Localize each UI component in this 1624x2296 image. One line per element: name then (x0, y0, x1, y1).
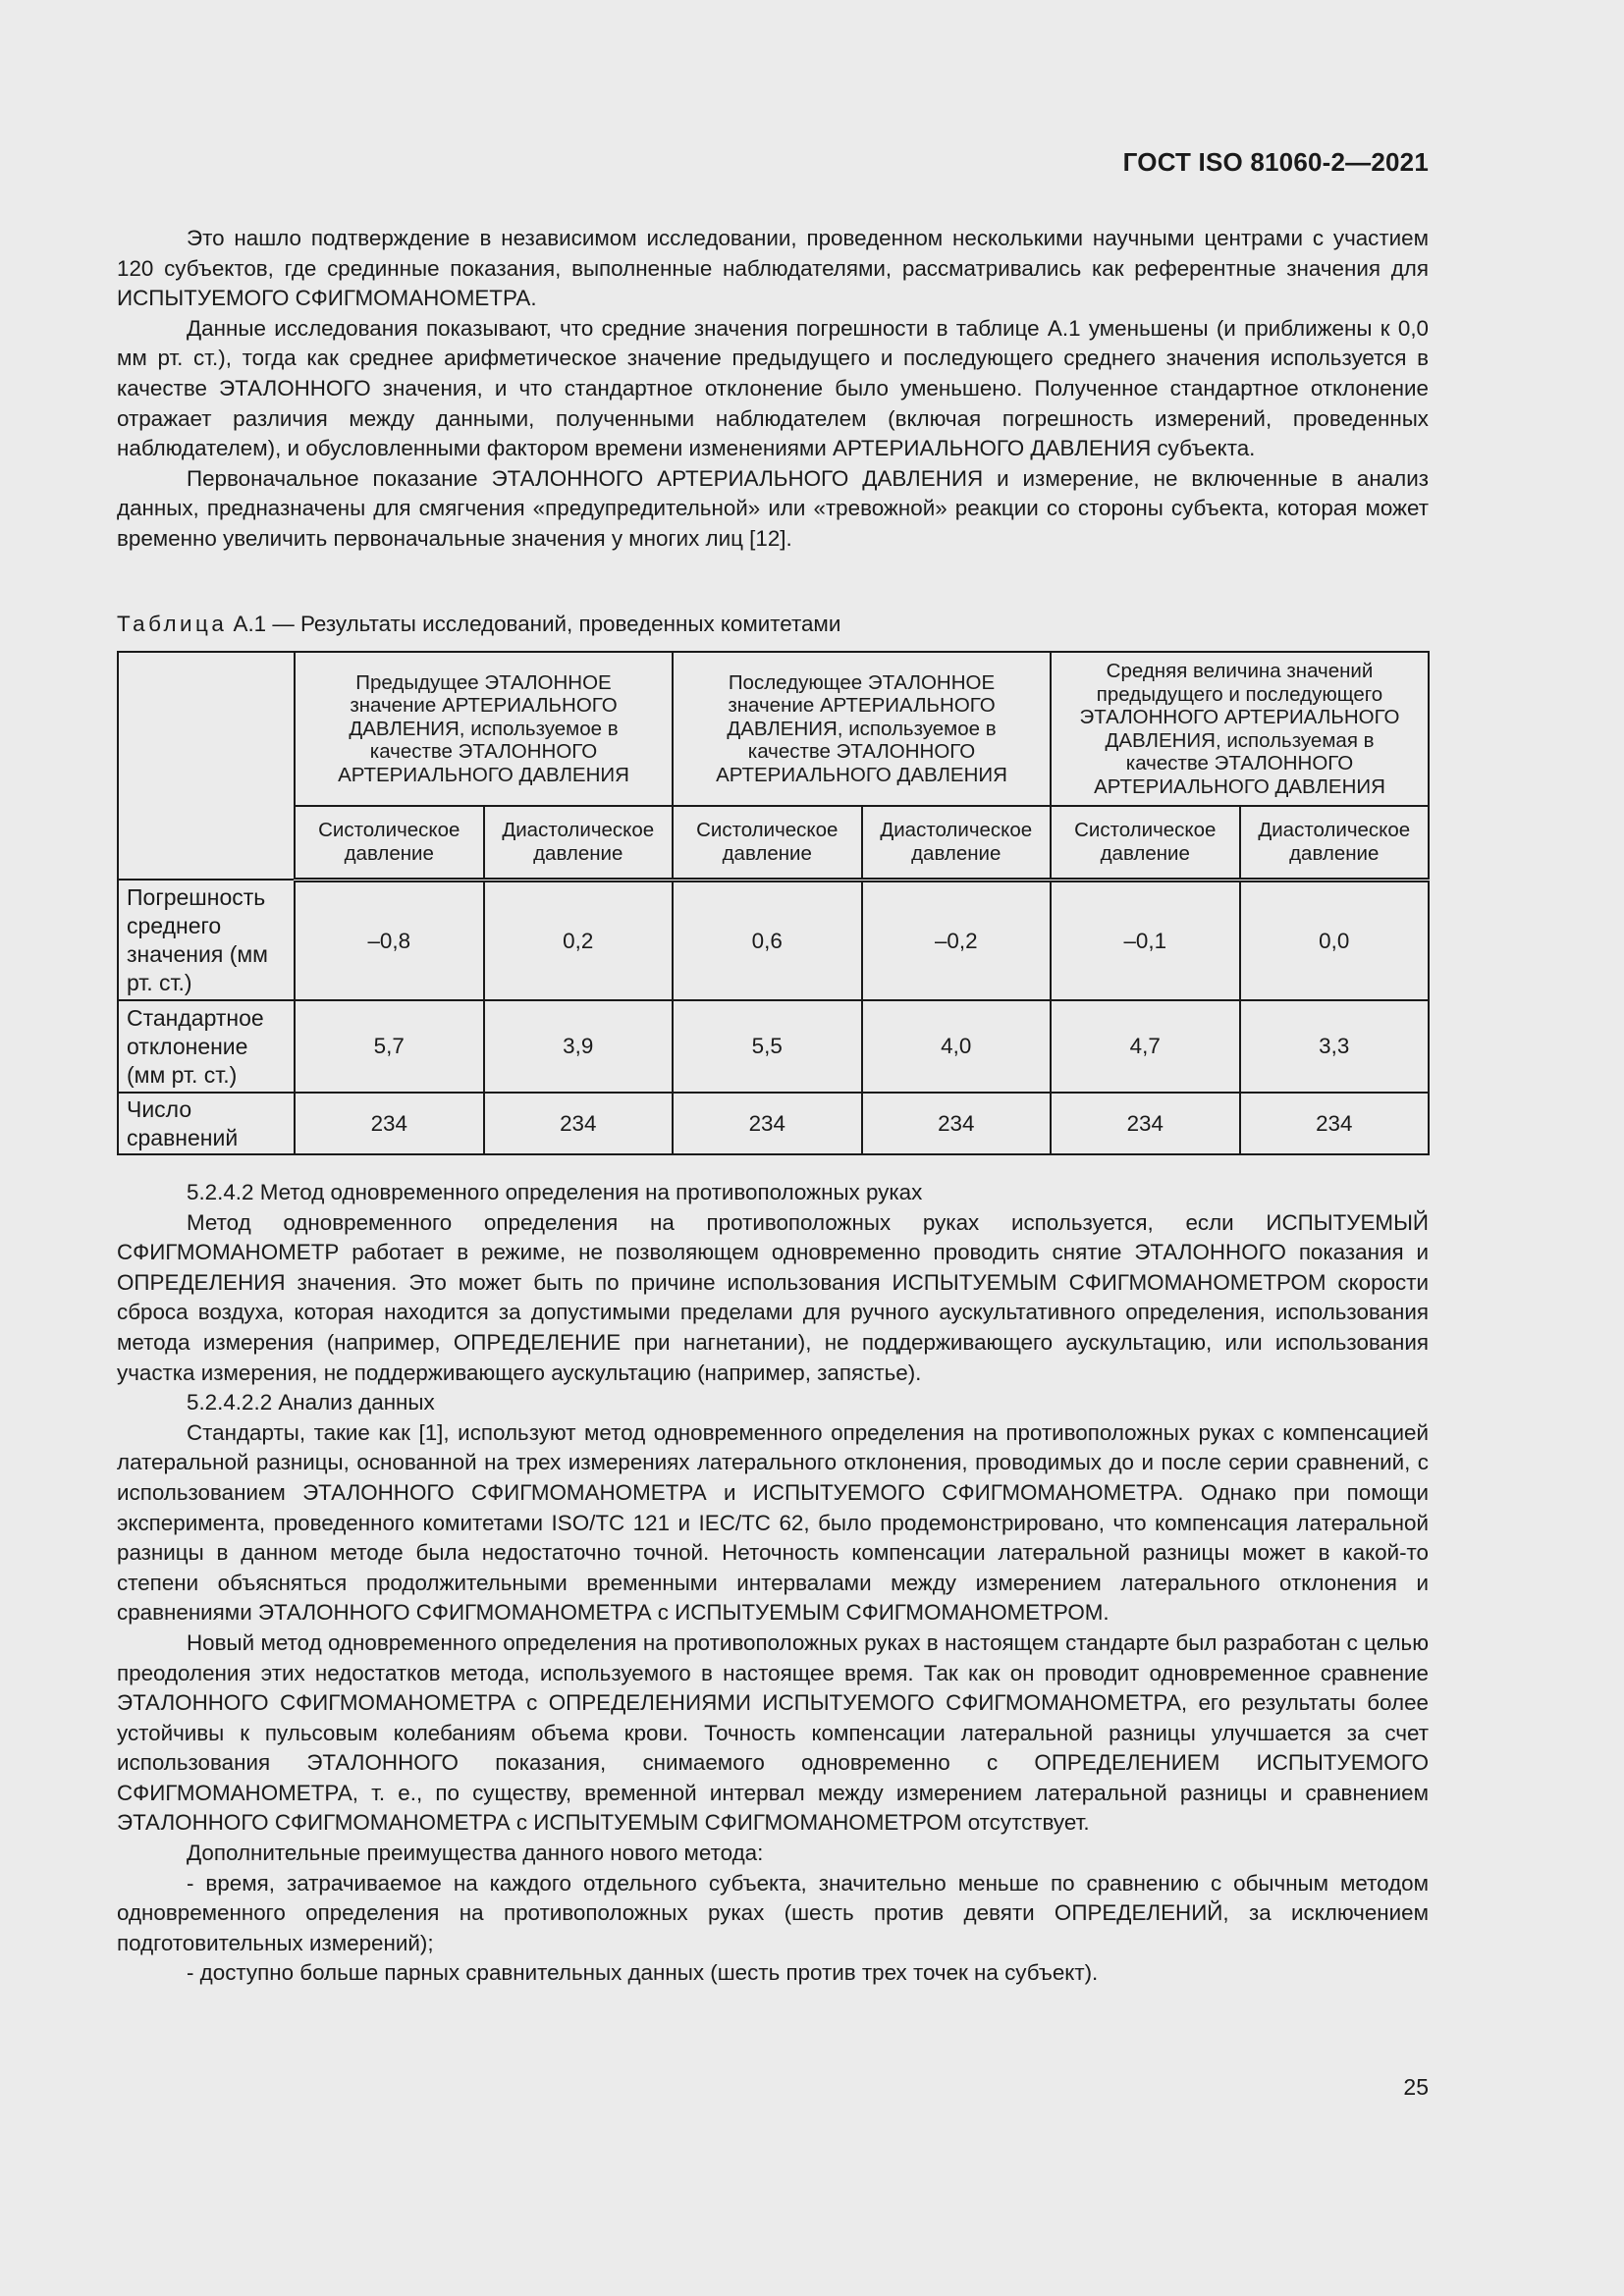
table-cell: 234 (1051, 1093, 1240, 1154)
table-cell: 4,7 (1051, 1000, 1240, 1093)
row-label: Стандартное отклонение (мм рт. ст.) (118, 1000, 295, 1093)
method-text (117, 1178, 1429, 1989)
intro-text (117, 224, 1429, 555)
table-cell: –0,1 (1051, 880, 1240, 1000)
paragraph: Данные исследования показывают, что средние значения погрешности в таблице А.1 уменьшены (и приближены к 0,0 мм рт. ст.), тогда как среднее арифметическое значение предыдущего и последующего среднего значения используется в качестве ЭТАЛОННОГО значения, и что стандартное отклонение было уменьшено. Полученное стандартное отклонение отражает различия между данными, полученными наблюдателем (включая погрешность измерений, проведенных наблюдателем), и обусловленными фактором времени изменениями АРТЕРИАЛЬНОГО ДАВЛЕНИЯ субъекта. (117, 315, 1429, 461)
table-group-header-row (118, 652, 1429, 806)
table-cell: 5,7 (295, 1000, 484, 1093)
document-page (117, 0, 1429, 2296)
table-caption (117, 610, 840, 639)
list-item: - время, затрачиваемое на каждого отдельного субъекта, значительно меньше по сравнению с обычным методом одновременного определения на противоположных руках (шесть против девяти ОПРЕДЕЛЕНИЙ, за исключением подготовительных измерений); (117, 1870, 1429, 1955)
standard-header: ГОСТ ISO 81060-2—2021 (1122, 147, 1429, 177)
table-caption-label: Таблица (117, 612, 228, 636)
page-number: 25 (1403, 2074, 1429, 2100)
paragraph: Стандарты, такие как [1], используют метод одновременного определения на противоположных руках с компенсацией латеральной разницы, основанной на трех измерениях латерального отклонения, проводимых до и после серии сравнений, с использованием ЭТАЛОННОГО СФИГМОМАНОМЕТРА и ИСПЫТУЕМОГО СФИГМОМАНОМЕТРА. Однако при помощи эксперимента, проведенного комитетами ISO/TC 121 и IEC/TC 62, было продемонстрировано, что компенсация латеральной разницы в данном методе была недостаточно точной. Неточность компенсации латеральной разницы может в какой-то степени объясняться продолжительными временными интервалами между измерением латерального отклонения и сравнениями ЭТАЛОННОГО СФИГМОМАНОМЕТРА с ИСПЫТУЕМЫМ СФИГМОМАНОМЕТРОМ. (117, 1419, 1429, 1626)
table-cell: 0,0 (1240, 880, 1430, 1000)
paragraph: Новый метод одновременного определения на противоположных руках в настоящем стандарте был разработан с целью преодоления этих недостатков метода, используемого в настоящее время. Так как он проводит одновременное сравнение ЭТАЛОННОГО СФИГМОМАНОМЕТРА с ОПРЕДЕЛЕНИЯМИ ИСПЫТУЕМОГО СФИГМОМАНОМЕТРА, его результаты более устойчивы к пульсовым колебаниям объема крови. Точность компенсации латеральной разницы улучшается за счет использования ЭТАЛОННОГО показания, снимаемого одновременно с ОПРЕДЕЛЕНИЕМ ИСПЫТУЕМОГО СФИГМОМАНОМЕТРА, т. е., по существу, временной интервал между измерением латеральной разницы и сравнением ЭТАЛОННОГО СФИГМОМАНОМЕТРА с ИСПЫТУЕМЫМ СФИГМОМАНОМЕТРОМ отсутствует. (117, 1629, 1429, 1836)
table-cell: –0,8 (295, 880, 484, 1000)
table-subheader-row (118, 806, 1429, 880)
table-row (118, 1093, 1429, 1154)
table-cell: 234 (1240, 1093, 1430, 1154)
group-header-average: Средняя величина значений предыдущего и последующего ЭТАЛОННОГО АРТЕРИАЛЬНОГО ДАВЛЕНИЯ, используемая в качестве ЭТАЛОННОГО АРТЕРИАЛЬНОГО ДАВЛЕНИЯ (1051, 652, 1429, 806)
table-cell: 3,3 (1240, 1000, 1430, 1093)
subheader-cell: Систолическое давление (1051, 806, 1240, 880)
group-header-previous: Предыдущее ЭТАЛОННОЕ значение АРТЕРИАЛЬНОГО ДАВЛЕНИЯ, используемое в качестве ЭТАЛОННОГО АРТЕРИАЛЬНОГО ДАВЛЕНИЯ (295, 652, 673, 806)
row-label: Число сравнений (118, 1093, 295, 1154)
subheader-cell: Систолическое давление (295, 806, 484, 880)
section-heading: 5.2.4.2.2 Анализ данных (187, 1390, 435, 1415)
paragraph: Дополнительные преимущества данного нового метода: (187, 1841, 764, 1866)
paragraph: Метод одновременного определения на противоположных руках используется, если ИСПЫТУЕМЫЙ СФИГМОМАНОМЕТР работает в режиме, не позволяющем одновременно проводить снятие ЭТАЛОННОГО показания и ОПРЕДЕЛЕНИЯ значения. Это может быть по причине использования ИСПЫТУЕМЫМ СФИГМОМАНОМЕТРОМ скорости сброса воздуха, которая находится за допустимыми пределами для ручного аускультативного определения, использования метода измерения (например, ОПРЕДЕЛЕНИЕ при нагнетании), не поддерживающего аускультацию, или использования участка измерения, не поддерживающего аускультацию (например, запястье). (117, 1209, 1429, 1385)
subheader-cell: Диастолическое давление (862, 806, 1052, 880)
subheader-cell: Диастолическое давление (484, 806, 674, 880)
table-cell: 4,0 (862, 1000, 1052, 1093)
table-cell: 234 (484, 1093, 674, 1154)
table-cell: 0,6 (673, 880, 862, 1000)
paragraph: Первоначальное показание ЭТАЛОННОГО АРТЕРИАЛЬНОГО ДАВЛЕНИЯ и измерение, не включенные в анализ данных, предназначены для смягчения «предупредительной» или «тревожной» реакции со стороны субъекта, которая может временно увеличить первоначальные значения у многих лиц [12]. (117, 465, 1429, 551)
table-corner-cell (118, 652, 295, 880)
table-cell: 3,9 (484, 1000, 674, 1093)
table-cell: 234 (295, 1093, 484, 1154)
table-cell: –0,2 (862, 880, 1052, 1000)
group-header-subsequent: Последующее ЭТАЛОННОЕ значение АРТЕРИАЛЬНОГО ДАВЛЕНИЯ, используемое в качестве ЭТАЛОННОГО АРТЕРИАЛЬНОГО ДАВЛЕНИЯ (673, 652, 1051, 806)
table-row (118, 1000, 1429, 1093)
table-cell: 0,2 (484, 880, 674, 1000)
list-item: - доступно больше парных сравнительных данных (шесть против трех точек на субъект). (187, 1960, 1099, 1986)
table-caption-text: А.1 — Результаты исследований, проведенных комитетами (233, 612, 841, 636)
paragraph: Это нашло подтверждение в независимом исследовании, проведенном несколькими научными центрами с участием 120 субъектов, где срединные показания, выполненные наблюдателями, рассматривались как референтные значения для ИСПЫТУЕМОГО СФИГМОМАНОМЕТРА. (117, 226, 1429, 311)
subheader-cell: Диастолическое давление (1240, 806, 1430, 880)
results-table (117, 651, 1430, 1155)
table-cell: 5,5 (673, 1000, 862, 1093)
table-cell: 234 (673, 1093, 862, 1154)
row-label: Погрешность среднего значения (мм рт. ст.) (118, 880, 295, 1000)
table-row (118, 880, 1429, 1000)
section-heading: 5.2.4.2 Метод одновременного определения на противоположных руках (187, 1180, 923, 1204)
table-cell: 234 (862, 1093, 1052, 1154)
subheader-cell: Систолическое давление (673, 806, 862, 880)
